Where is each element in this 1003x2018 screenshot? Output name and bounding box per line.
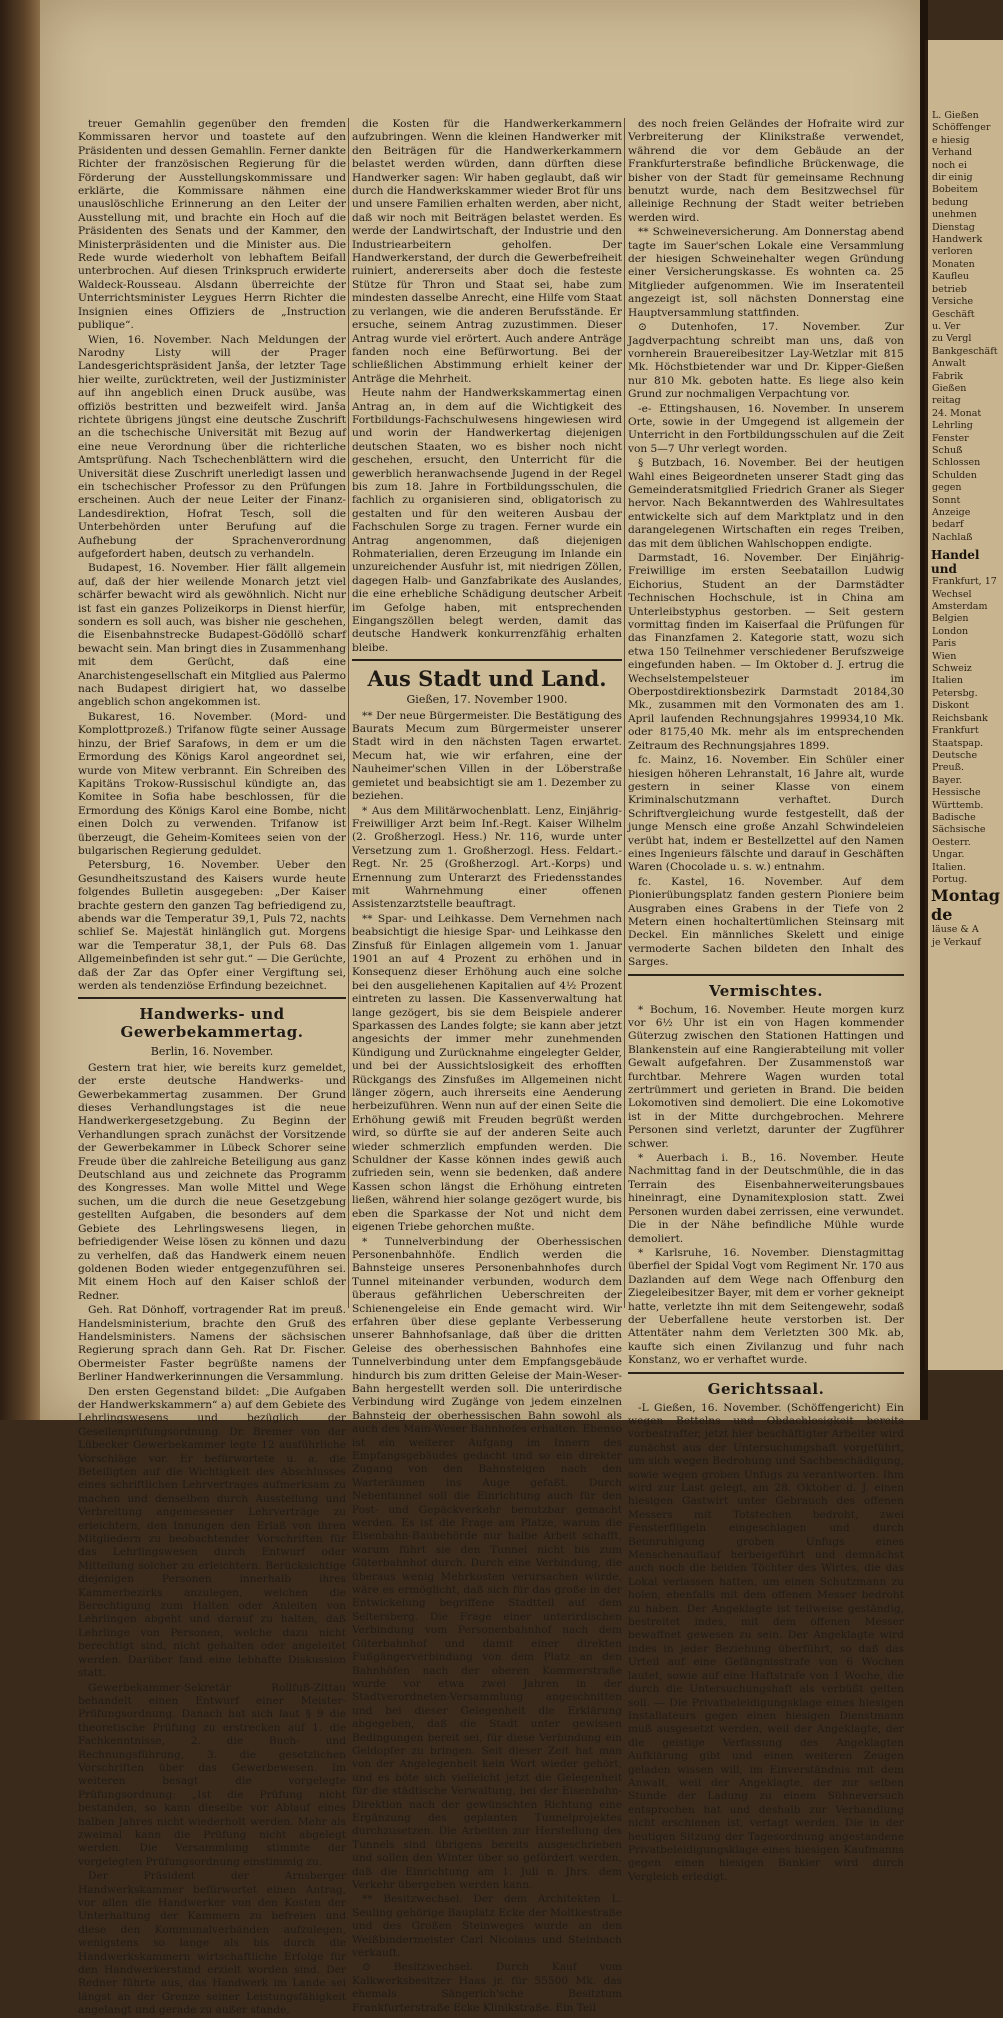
next-page-fragment [928, 110, 1003, 949]
fragment-line: Italien. [932, 861, 967, 873]
fragment-heading: Montag de [931, 886, 1000, 925]
middle-column [352, 118, 622, 2014]
column-rule [348, 118, 349, 1308]
fragment-line: Fenster [932, 432, 969, 444]
fragment-line: Wien [932, 650, 957, 662]
fragment-line: Schulden [932, 469, 977, 481]
adjacent-page-edge [925, 40, 1003, 1370]
article-paragraph: die Kosten für die Handwerkerkammern aufzubringen. Wenn die kleinen Handwerker mit den Beiträgen für die Handwerkerkammern belastet werden würden, dann dürften diese Handwerker sagen: Wir haben geglaubt, daß wir durch die Handwerkskammer wieder Brot für uns und unsere Familien erhalten werden, aber nicht, daß wir noch mit Beiträgen belastet werden. Es werde der Landwirtschaft, der Industrie und den Industriearbeitern geholfen. Der Handwerkerstand, der durch die Gewerbefreiheit ruiniert, andererseits aber doch die festeste Stütze für Thron und Staat sei, habe zum mindesten dasselbe Anrecht, eine Hilfe vom Staat zu verlangen, wie die anderen Berufsstände. Er ersuche, seinem Antrag zuzustimmen. Dieser Antrag wurde viel erörtert. Auch andere Anträge fanden noch eine Befürwortung. Bei der schließlichen Abstimmung erhielt keiner der Anträge die Mehrheit. [352, 118, 622, 385]
fragment-line: Bayer. [932, 774, 963, 786]
fragment-line: Oesterr. [932, 836, 971, 848]
fragment-line: betrieb [932, 283, 967, 295]
fragment-line: u. Ver [932, 320, 961, 332]
article-paragraph: ⊙ Besitzwechsel. Durch Kauf vom Kalkwerksbesitzer Haas jr. für 55500 Mk. das ehemals Sängerich'sche Besitztum Frankfurterstraße Ecke Klinikstraße. Ein Teil [352, 1961, 622, 2014]
fragment-line: Badische [932, 811, 976, 823]
fragment-line: gegen [932, 482, 962, 494]
fragment-line: bedung [932, 196, 969, 208]
fragment-line: bedarf [932, 519, 964, 531]
article-paragraph: * Auerbach i. B., 16. November. Heute Nachmittag fand in der Deutschmühle, die in das Terrain des Eisenbahnerweiterungsbaues hineinragt, eine Dynamitexplosion statt. Zwei Personen wurden dabei zerrissen, eine verwundet. Die in der Nähe befindliche Mühle wurde demoliert. [628, 1152, 904, 1245]
fragment-line: Anwalt [932, 358, 966, 370]
fragment-line: Handwerk [932, 234, 983, 246]
fragment-line: Amsterdam [932, 601, 988, 613]
article-paragraph: Budapest, 16. November. Hier fällt allgemein auf, daß der hier weilende Monarch jetzt viel schärfer bewacht wird als gewöhnlich. Nicht nur ist fast ein ganzes Polizeikorps in Dienst hierfür, sondern es soll auch, was bisher nie geschehen, die Eisenbahnstrecke Budapest-Gödöllö scharf bewacht sein. Man bringt dies in Zusammenhang mit dem Gerücht, daß eine Anarchistengesellschaft ein Mitglied aus Palermo nach Budapest dirigiert hat, wo dasselbe angeblich schon angekommen ist. [78, 562, 346, 709]
fragment-line: verloren [932, 246, 973, 258]
article-paragraph: fc. Mainz, 16. November. Ein Schüler einer hiesigen höheren Lehranstalt, 16 Jahre alt, wurde gestern in seiner Klasse von einem Kriminalschutzmann verhaftet. Durch Schriftvergleichung wurde festgestellt, daß der junge Mensch eine große Anzahl Schwindeleien verübt hat, indem er Bestellzettel auf den Namen eines Ingenieurs fälschte und darauf in Geschäften Waren (Chocolade u. s. w.) entnahm. [628, 754, 904, 874]
fragment-line: Staatspap. [932, 737, 984, 749]
section-heading: Gerichtssaal. [707, 1379, 825, 1398]
article-paragraph: * Bochum, 16. November. Heute morgen kurz vor 6½ Uhr ist ein von Hagen kommender Güterzug zwischen den Stationen Hattingen und Blankenstein auf eine Rangierabteilung mit voller Gewalt aufgefahren. Der Zusammenstoß war furchtbar. Mehrere Wagen wurden total zertrümmert und gerieten in Brand. Die beiden Lokomotiven sind demoliert. Die eine Lokomotive ist in der Mitte durchgebrochen. Mehrere Personen sind verletzt, darunter der Zugführer schwer. [628, 1003, 904, 1150]
fragment-line: Verhand [932, 147, 973, 159]
newspaper-page [40, 0, 920, 2017]
article-paragraph: Darmstadt, 16. November. Der Einjährig-Freiwillige im ersten Seebataillon Ludwig Eichorius, Student an der Darmstädter Technischen Hochschule, ist in China am Unterleibstyphus gestorben. — Seit gestern vormittag finden im Kaiserfaal die Prüfungen für das Finanzfamen 2. Kategorie statt, wozu sich etwa 150 Teilnehmer verschiedener Berufszweige eingefunden haben. — Im Oktober d. J. ertrug die Wechselstempelsteuer im Oberpostdirektionsbezirk Darmstadt 20184,30 Mk., zusammen mit den Vormonaten des am 1. April laufenden Rechnungsjahres 199934,10 Mk. oder 8175,40 Mk. mehr als im entsprechenden Zeitraum des Rechnungsjahres 1899. [628, 552, 904, 752]
fragment-line: Wechsel [932, 588, 972, 600]
section-heading: Vermischtes. [709, 981, 823, 1000]
article-paragraph: Bukarest, 16. November. (Mord- und Komplottprozeß.) Trifanow fügte seiner Aussage hinzu, der Brief Sarafows, in dem er um die Ermordung des Königs Karol angeordnet sei, wurde von Mitew verbrannt. Ein Schreiben des Kapitäns Trokow-Russischul kündigte an, das Komitee in Sofia habe beschlossen, für die Ermordung des Königs Karol eine Bombe, nicht einen Dolch zu verwenden. Trifanow ist überzeugt, die Geheim-Komitees seien von der bulgarischen Regierung geduldet. [78, 710, 346, 857]
fragment-line: Sächsische [932, 824, 986, 836]
fragment-line: reitag [932, 395, 961, 407]
fragment-line: Ungar. [932, 849, 965, 861]
article-paragraph: Gewerbekammer-Sekretär Rollfuß-Zittau behandelt einen Entwurf einer Meister-Prüfungsordnung. Danach hat sich laut § 9 die theoretische Prüfung zu erstrecken auf 1. die Fachkenntnisse, 2. die Buch- und Rechnungsführung, 3. die gesetzlichen Vorschriften über das Gewerbewesen. Im weiteren besagt die vorgelegte Prüfungsordnung: „Ist die Prüfung nicht bestanden, so kann dieselbe vor Ablauf eines halben Jahres nicht wiederholt werden. Mehr als zweimal kann die Prüfung nicht abgelegt werden. Die Versammlung stimmte der vorgelegten Prüfungsordnung einstimmig zu. [78, 1681, 346, 1868]
dateline: Gießen, 17. November 1900. [406, 693, 568, 707]
article-paragraph: * Tunnelverbindung der Oberhessischen Personenbahnhöfe. Endlich werden die Bahnsteige unseres Personenbahnhofes durch Tunnel miteinander verbunden, wodurch dem überaus gefährlichen Ueberschreiten der Schienengeleise ein Ende gemacht wird. Wir erfahren über diese geplante Verbesserung unserer Bahnhofsanlage, daß über die dritten Geleise des oberhessischen Bahnhofes eine Tunnelverbindung unter dem Empfangsgebäude hindurch bis zum dritten Geleise der Main-Weser-Bahn hergestellt werden soll. Die unterirdische Verbindung wird Zugänge von jedem einzelnen Bahnsteig der oberhessischen Bahn sowohl als auch des Main-Weser Bahnhofes erhalten. Ebenso ist ein weiterer Aufgang im Innern des Empfangsgebäudes gedacht und so ein direkter Zugang von den Bahnsteigen nach den Warteräumen ins Auge gefaßt. Durch Nebentunnel soll die Einrichtung auch für den Post- und Gepäckverkehr benutzbar gemacht werden. Es ist die Frage am Platze, warum die Eisenbahn-Baubehörde nur halbe Arbeit schafft, warum führt sie den Tunnel nicht bis zum Güterbahnhof durch. Durch eine Verbindung, die überaus wenig Mehrkosten verursachen würde, wäre es ermöglicht, daß sich für das große in der Entwickelung begriffene Stadtteil auf dem Seltersberg. Die Frage einer unterirdischen Verbindung vom Personenbahnhof nach dem Güterbahnhof und damit einer direkten Fußgängerverbindung von dem Platz an den Bahnhöfen nach der oberen Kommerstraße wurde vor etwa zwei Jahren in der Stadtverordneten-Versammlung angeschnitten und bei dieser Gelegenheit die Erklärung abgegeben, daß die Stadt unter gewissen Bedingungen bereit sei, für diese Verbindung ein Geldopfer zu bringen. Seit dieser Zeit hat man von der Angelegenheit kein Wort wieder gehört, und es böte sich vielleicht jetzt die Gelegenheit für die städtische Verwaltung, bei der Eisenbahn-Direktion nach der gewünschten Richtung eine Ergänzung des geplanten Tunnelprojektes durchzusetzen. Die Arbeiten zur Herstellung des Tunnels sind übrigens bereits ausgeschrieben und sollen den Winter über so gefördert werden, daß die Einrichtung am 1. Juli n. Jhrs. dem Verkehr übergeben werden kann. [352, 1235, 622, 1891]
fragment-line: Schöffenger [932, 122, 991, 134]
fragment-line: Sonnt [932, 494, 961, 506]
article-paragraph: -e- Ettingshausen, 16. November. In unserem Orte, sowie in der Umgegend ist allgemein der Unterricht in den Fortbildungsschulen auf die Zeit von 5—7 Uhr verlegt worden. [628, 402, 904, 455]
article-paragraph: Gestern trat hier, wie bereits kurz gemeldet, der erste deutsche Handwerks- und Gewerbekammertag zusammen. Der Grund dieses Verhandlungstages ist die neue Handwerkergesetzgebung. Zu Beginn der Verhandlungen sprach zunächst der Vorsitzende der Gewerbekammer in Lübeck Schorer seine Freude über die zahlreiche Beteiligung aus ganz Deutschland aus und zeichnete das Programm des Kongresses. Man wolle Mittel und Wege suchen, um die durch die neue Gesetzgebung gestellten Aufgaben, die besonders auf dem Gebiete des Lehrlingswesens liegen, in befriedigender Weise lösen zu können und dazu zu verhelfen, daß das Handwerk einem neuen goldenen Boden wieder entgegenzuführen sei. Mit einem Hoch auf den Kaiser schloß der Redner. [78, 1061, 346, 1302]
fragment-line: Lehrling [932, 420, 973, 432]
dateline: Berlin, 16. November. [150, 1045, 274, 1059]
fragment-line: Belgien [932, 613, 969, 625]
article-paragraph: des noch freien Geländes der Hofraite wird zur Verbreiterung der Klinikstraße verwendet, während die vor dem Gebäude an der Frankfurterstraße befindliche Brückenwage, die bisher von der Stadt für gemeinsame Rechnung benutzt wurde, nach dem Besitzwechsel für alleinige Rechnung der Stadt weiter betrieben werden wird. [628, 118, 904, 224]
fragment-line: Monaten [932, 258, 975, 270]
fragment-line: je Verkauf [932, 936, 981, 948]
fragment-line: läuse & A [932, 924, 979, 936]
article-paragraph: ⊙ Dutenhofen, 17. November. Zur Jagdverpachtung schreibt man uns, daß von vornherein Brauereibesitzer Lay-Wetzlar mit 815 Mk. Höchstbietender war und Dr. Kipper-Gießen nur 810 Mk. geboten hatte. Es liege also kein Grund zur nochmaligen Verpachtung vor. [628, 321, 904, 401]
fragment-line: Anzeige [932, 507, 971, 518]
article-paragraph: fc. Kastel, 16. November. Auf dem Pionierübungsplatz fanden gestern Pioniere beim Ausgraben eines Grabens in der Tiefe von 2 Metern einen hochaltertümlichen Steinsarg mit Deckel. Ein männliches Skelett und einige vermoderte Sachen bildeten den Inhalt des Sarges. [628, 875, 904, 969]
fragment-line: unehmen [932, 209, 977, 221]
right-column [628, 118, 904, 1883]
fragment-line: Nachlaß [932, 531, 973, 543]
fragment-line: zu Vergl [932, 333, 972, 345]
fragment-line: Petersbg. [932, 687, 978, 699]
fragment-heading: Handel und [931, 548, 980, 577]
fragment-line: Frankfurt, 17 [932, 576, 997, 588]
fragment-line: e hiesig [932, 134, 970, 146]
article-paragraph: Petersburg, 16. November. Ueber den Gesundheitszustand des Kaisers wurde heute folgendes Bulletin ausgegeben: „Der Kaiser brachte gestern den ganzen Tag befriedigend zu, abends war die Temperatur 39,1, Puls 72, nachts schlief Se. Majestät hinlänglich gut. Morgens war die Temperatur 38,1, der Puls 68. Das Allgemeinbefinden ist sehr gut.“ — Die Gerüchte, daß der Zar das Opfer einer Vergiftung sei, werden als tendenziöse Erfindung bezeichnet. [78, 859, 346, 992]
fragment-line: Preuß. [932, 762, 965, 774]
fragment-line: Schweiz [932, 663, 972, 675]
article-paragraph: -L Gießen, 16. November. (Schöffengericht) Ein wegen Bettelns und Obdachlosigkeit bereits vorbestrafter, jetzt hier beschäftigter Arbeiter wird zunächst aus der Untersuchungshaft vorgeführt, um sich wegen Bedrohung und Sachbeschädigung, sowie wegen groben Unfugs zu verantworten. Ihm wird zur Last gelegt, am 28. Oktober d. J. einen hiesigen Gastwirt unter Gebrauch des offenen Messers mit Totstechen bedroht, zwei Fensterflügeln eingeschlagen und durch Beunruhigung groben Unfugs eines Menschenauflauf herbeigeführt und demnächst auch noch die beiden Töchter des Wirtes, die das Lokal verlassen hatten, um einen Schutzmann zu holen, ebenfalls mit dem offenen Messer bedroht zu haben. Der Angeklagte ist teilweise geständig, bestreitet indes, mit dem offenen Messer bewaffnet gewesen zu sein. Der Angeklagte wird indes in jeder Beziehung überführt, so daß das Urteil auf eine Gefängnisstrafe von 6 Wochen lautet, sowie auf eine Haftstrafe von 1 Woche, die durch die Untersuchungshaft als verbüßt gelten soll. — Die Privatbeleidigungsklage eines hiesigen Installateurs gegen einen hiesigen Dienstmann muß ausgesetzt werden, weil der Angeklagte, der die geistige Verfassung des Angeklagten Aufklärung gibt und einen weiteren Zeugen geladen wissen will, im Einverständnis mit dem Anwalt, weil der Angeklagte, der zur selben Stunde der Ladung zu einem Sühneversuch entsprochen hat und deshalb zur Verhandlung nicht erschienen ist, vertagt werden. Die in der heutigen Sitzung der Tagesordnung angestandene Privatbeleidigungsklage eines hiesigen Kaufmanns gegen einen hiesigen Bankier wird durch Vergleich erledigt. [628, 1401, 904, 1883]
article-paragraph: ** Spar- und Leihkasse. Dem Vernehmen nach beabsichtigt die hiesige Spar- und Leihkasse den Zinsfuß für Einlagen allgemein vom 1. Januar 1901 an auf 4 Prozent zu erhöhen und in Konsequenz dieser Erhöhung auch eine solche bei den ausgeliehenen Kapitalien auf 4½ Prozent eintreten zu lassen. Die Kassenverwaltung hat lange gezögert, bis sie dem Beispiele anderer Sparkassen des Landes folgte; sie kann aber jetzt angesichts der immer mehr zunehmenden Kündigung und Zurücknahme eingelegter Gelder, und bei der Aussichtslosigkeit des erhofften Rückgangs des Zinsfußes im Allgemeinen nicht länger zögern, auch ihrerseits eine Aenderung herbeizuführen. Wenn nun auf der einen Seite die Erhöhung gewiß mit Freuden begrüßt werden wird, so dürfte sie auf der anderen Seite auch wieder schmerzlich empfunden werden. Die Schuldner der Kasse können indes gewiß auch zufrieden sein, wenn sie bedenken, daß andere Kassen schon längst die Erhöhung eintreten ließen, während hier solange gezögert wurde, bis eben die Sparkasse der Not und nicht dem eigenen Triebe gehorchen mußte. [352, 912, 622, 1234]
fragment-line: Portug. [932, 873, 968, 885]
fragment-line: Diskont [932, 700, 969, 712]
article-paragraph: Geh. Rat Dönhoff, vortragender Rat im preuß. Handelsministerium, brachte den Gruß des Handelsministers. Namens der sächsischen Regierung sprach dann Geh. Rat Dr. Fischer. Obermeister Faster begrüßte namens der Berliner Handwerkerinnungen die Versammlung. [78, 1304, 346, 1384]
fragment-line: noch ei [932, 159, 967, 171]
article-paragraph: ** Der neue Bürgermeister. Die Bestätigung des Baurats Mecum zum Bürgermeister unserer Stadt wird in den nächsten Tagen erwartet. Mecum hat, wie wir erfahren, eine der Nauheimer'schen Villen in der Löberstraße gemietet und beabsichtigt sie am 1. Dezember zu beziehen. [352, 709, 622, 803]
fragment-line: 24. Monat [932, 407, 982, 419]
fragment-line: Frankfurt [932, 725, 979, 737]
fragment-line: Kaufleu [932, 271, 969, 283]
section-title: Aus Stadt und Land. [367, 666, 607, 692]
fragment-line: dir einig [932, 172, 973, 184]
section-divider [628, 974, 904, 976]
fragment-line: Bobeitem [932, 184, 978, 196]
fragment-line: L. Gießen [932, 110, 979, 121]
article-paragraph: Den ersten Gegenstand bildet: „Die Aufgaben der Handwerkskammern“ a) auf dem Gebiete des Lehrlingswesens und bezüglich der Gesellenprüfungsordnung. Dr. Bremer von der Lübecker Gewerbekammer legte 12 ausführliche Vorschläge vor. Er befürwortete u. a. die Beteiligten auf die Wichtigkeit des Abschlusses eines schriftlichen Lehrvertrages aufmerksam zu machen und denselben durch Ausstellung und Verbreitung angemessener Lehrverträge zu erleichtern, den Innungen den Erlaß von ihren Mitgliedern zu beobachtender Vorschriften für das Lehrlingswesen durch Entwurf oder Mitteilung solcher zu erleichtern. Berücksichtige diejenigen Personen innerhalb ihres Kammerbezirks anzulegen, welchen die Berechtigung zum Halten oder Anleiten von Lehrlingen abgeht und darauf zu halten, daß Lehrlinge von Personen, welche dazu nicht berechtigt sind, nicht gehalten oder angeleitet werden. Darüber fand eine lebhafte Diskussion statt. [78, 1385, 346, 1680]
fragment-line: Bankgeschäft [932, 345, 998, 357]
article-paragraph: ** Schweineversicherung. Am Donnerstag abend tagte im Sauer'schen Lokale eine Versammlung der hiesigen Schweinehalter wegen Gründung einer Versicherungskasse. Es wohnten ca. 25 Mitglieder aufgenommen. Wie im Inseratenteil angezeigt ist, soll nächsten Donnerstag eine Hauptversammlung stattfinden. [628, 226, 904, 319]
article-paragraph: Der Präsident der Arnsberger Handwerkskammer befürwortet einen Antrag, vor allen die Handwerker von den Kosten der Unterhaltung der Kammern zu befreien und diese den Kommunalverbänden aufzulegen, wenigstens so lange als bis durch die Handwerkskammern wirtschaftliche Erfolge für den Handwerkerstand erzielt worden sind. Der Redner führte aus, das Handwerk im Lande sei längst an der Grenze seiner Leistungsfähigkeit angelangt und gerade zu außer stande, [78, 1870, 346, 2017]
fragment-line: Schuß [932, 444, 963, 456]
section-divider [628, 1372, 904, 1374]
article-paragraph: ** Besitzwechsel. Der dem Architekten L. Seuling gehörige Bauplatz Ecke der Moltkestraße und des Großen Steinweges wurde an den Weißbindermeister Carl Nicolaus und Steinbach verkauft. [352, 1893, 622, 1960]
section-divider [78, 997, 346, 999]
article-paragraph: * Aus dem Militärwochenblatt. Lenz, Einjährig-Freiwilliger Arzt beim Inf.-Regt. Kaiser Wilhelm (2. Großherzogl. Hess.) Nr. 116, wurde unter Versetzung zum 1. Großherzogl. Hess. Feldart.-Regt. Nr. 25 (Großherzogl. Art.-Korps) und Ernennung zum Unterarzt des Friedensstandes mit Wahrnehmung einer offenen Assistenzarztstelle beauftragt. [352, 804, 622, 911]
left-column [78, 118, 346, 2017]
article-paragraph: * Karlsruhe, 16. November. Dienstagmittag überfiel der Spidal Vogt vom Regiment Nr. 170 aus Dazlanden auf dem Wege nach Offenburg den Ziegeleibesitzer Bayer, mit dem er vorher gekneipt hatte, verletzte ihn mit dem Seitengewehr, sodaß der Ueberfallene heute verstorben ist. Der Attentäter nahm dem Verletzten 300 Mk. ab, kaufte sich einen Zivilanzug und fuhr nach Konstanz, wo er verhaftet wurde. [628, 1246, 904, 1367]
article-paragraph: Heute nahm der Handwerkskammertag einen Antrag an, in dem auf die Wichtigkeit des Fortbildungs-Fachschulwesens hingewiesen wird und worin der Handwerkertag diejenigen deutschen Staaten, wo es bisher noch nicht geschehen, ersucht, den Unterricht für die gewerblich heranwachsende Jugend in der Regel bis zum 18. Jahre in Fortbildungsschulen, die fachlich zu organisieren sind, obligatorisch zu gestalten und für den weiteren Ausbau der Fachschulen Sorge zu tragen. Ferner wurde ein Antrag angenommen, daß diejenigen Rohmaterialien, deren Erzeugung im Inlande ein unzureichender Ausfuhr ist, mit niedrigen Zöllen, dagegen Halb- und Ganzfabrikate des Auslandes, die eine erhebliche Schädigung deutscher Arbeit im Gefolge haben, mit entsprechenden Eingangszöllen belegt werden, damit das deutsche Handwerk konkurrenzfähig erhalten bleibe. [352, 387, 622, 654]
fragment-line: Versiche [932, 296, 974, 308]
fragment-line: Italien [932, 675, 964, 687]
section-heading: Handwerks- und Gewerbekammertag. [120, 1005, 304, 1042]
fragment-line: Reichsbank [932, 712, 988, 724]
fragment-line: Dienstag [932, 221, 975, 233]
article-paragraph: § Butzbach, 16. November. Bei der heutigen Wahl eines Beigeordneten unserer Stadt ging das Gemeinderatsmitglied Friedrich Graner als Sieger hervor. Nach Bekanntwerden des Wahlresultates entwickelte sich auf dem Marktplatz und in den darangelegenen Wirtschaften ein reges Treiben, das mit dem üblichen Wahlschoppen endigte. [628, 457, 904, 550]
fragment-line: London [932, 625, 969, 637]
fragment-line: Deutsche [932, 749, 978, 761]
fragment-line: Fabrik [932, 370, 964, 382]
fragment-line: Hessische [932, 787, 981, 799]
fragment-line: Paris [932, 638, 957, 650]
book-binding [0, 0, 40, 1420]
article-paragraph: Wien, 16. November. Nach Meldungen der Narodny Listy will der Prager Landesgerichtspräsident Janša, der letzter Tage hier weilte, zurücktreten, weil der Justizminister auf ihn angeblich einen Druck ausübe, was offiziös bestritten und bezweifelt wird. Janša richtete übrigens jüngst eine deutsche Zuschrift an die tschechische Universität mit Bezug auf eine neue Verordnung über die richterliche Amtsprüfung. Nach Tschechenblättern wird die Universität diese Zuschrift unerledigt lassen und ein tschechischer Professor zu den Prüfungen erscheinen. Auch der neue Leiter der Finanz-Landesdirektion, Hofrat Tesch, soll die Unterbehörden unter Berufung auf die Aufhebung der Sprachenverordnung aufgefordert haben, deutsch zu verhandeln. [78, 333, 346, 560]
fragment-line: Schlossen [932, 457, 981, 469]
fragment-line: Württemb. [932, 799, 984, 811]
article-paragraph: treuer Gemahlin gegenüber den fremden Kommissaren hervor und toastete auf den Präsidenten und dessen Gemahlin. Ferner dankte Richter der französischen Regierung für die Förderung der Ausstellungskommissare und erklärte, die Kommissare nähmen eine unauslöschliche Erinnerung an den Leiter der Ausstellung mit, und brachte ein Hoch auf die Präsidenten des Senats und der Kammer, den Ministerpräsidenten und die Minister aus. Die Rede wurde wiederholt von lebhaftem Beifall unterbrochen. Auf diesen Trinkspruch erwiderte Waldeck-Rousseau. Alsdann überreichte der Unterrichtsminister Leygues Herrn Richter die Insignien eines Offiziers de „Instruction publique“. [78, 118, 346, 332]
column-rule [624, 118, 625, 1308]
fragment-line: Gießen [932, 382, 967, 394]
fragment-line: Geschäft [932, 308, 975, 320]
section-divider [352, 659, 622, 661]
